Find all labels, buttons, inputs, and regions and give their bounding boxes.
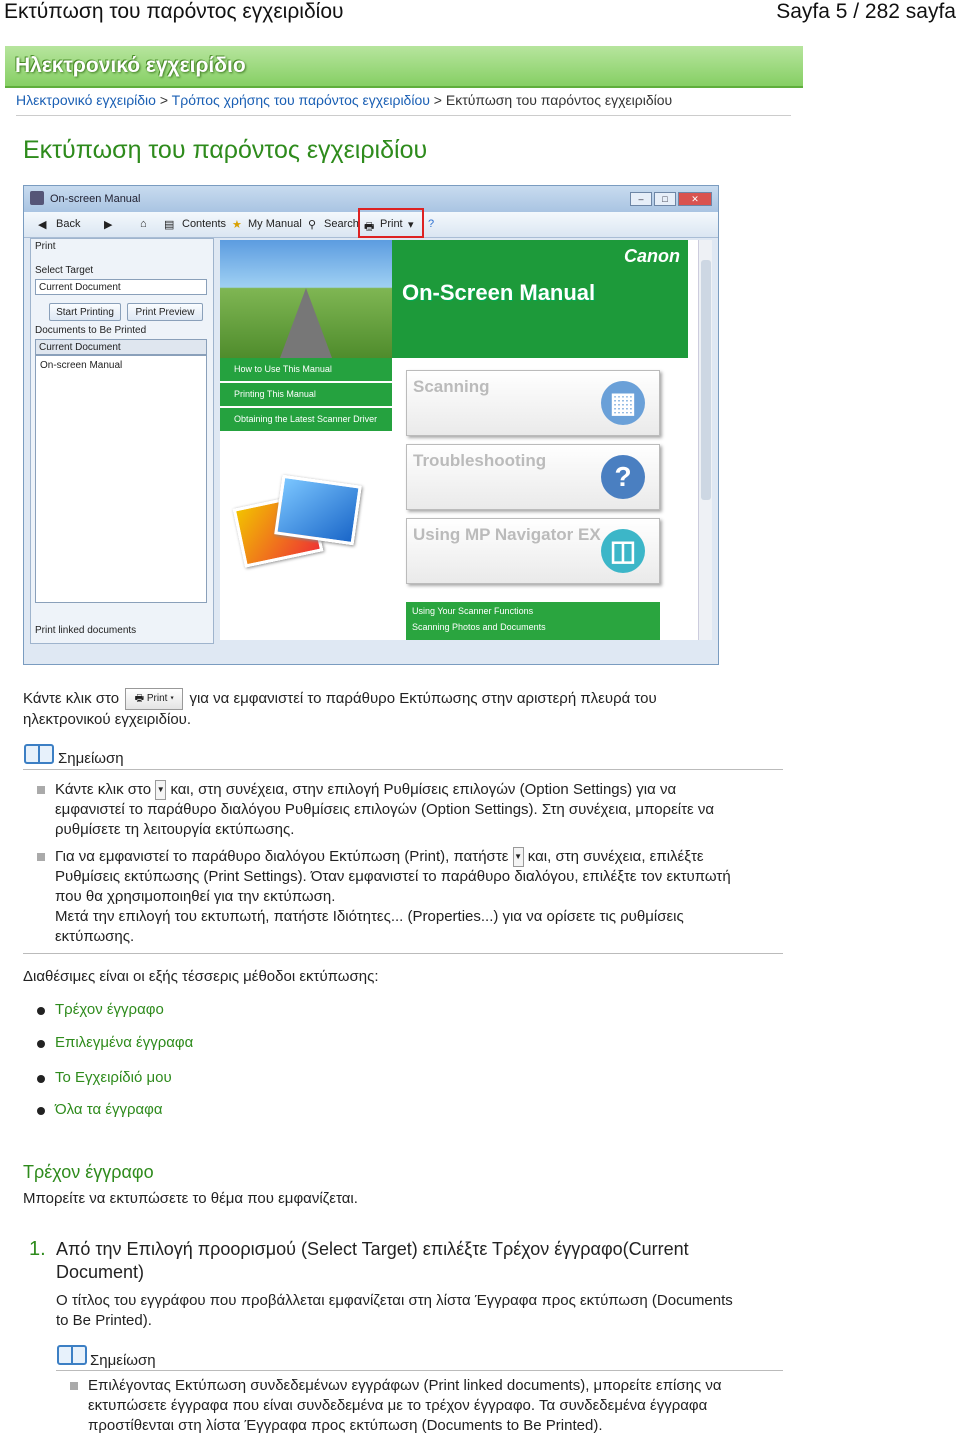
back-arrow-icon: ◀ xyxy=(38,219,47,231)
window-title: On-screen Manual xyxy=(50,193,141,205)
documents-list-header: Current Document xyxy=(35,339,207,355)
note-bullet xyxy=(70,1382,78,1390)
print-linked-checkbox: Print linked documents xyxy=(35,625,137,636)
link-current-document[interactable]: Τρέχον έγγραφο xyxy=(55,1001,164,1018)
dropdown-arrow-icon: ▾ xyxy=(408,219,414,231)
list-bullet xyxy=(37,1107,45,1115)
scanner-functions-item: Scanning Photos and Documents xyxy=(412,622,546,632)
home-icon: ⌂ xyxy=(140,218,147,230)
photo-print xyxy=(274,475,362,546)
scanner-icon: ▦ xyxy=(601,381,645,425)
document-title: Εκτύπωση του παρόντος εγχειριδίου xyxy=(4,0,344,23)
hero-banner xyxy=(392,240,688,358)
note-text: και, στη συνέχεια, επιλέξτε xyxy=(527,848,704,865)
minimize-icon: – xyxy=(630,192,652,206)
toolbar-contents: Contents xyxy=(182,218,227,230)
link-my-manual[interactable]: Το Εγχειρίδιό μου xyxy=(55,1069,172,1086)
inline-print-label: Print xyxy=(146,693,168,704)
toolbar-print: Print xyxy=(380,218,403,230)
help-icon: ? xyxy=(428,218,435,230)
printer-icon: 🖶 xyxy=(364,221,375,233)
note-text: Επιλέγοντας Εκτύπωση συνδεδεμένων εγγράφων (Print linked documents), μπορείτε επίσης να xyxy=(88,1377,722,1394)
intro-text-middle: για να εμφανιστεί το παράθυρο Εκτύπωσης στην αριστερή πλευρά του xyxy=(189,689,657,707)
card-title: Using MP Navigator EX xyxy=(413,525,601,544)
note-text: ρυθμίσετε τη λειτουργία εκτύπωσης. xyxy=(55,821,295,839)
inline-print-button: 🖶 Print ▾ xyxy=(125,688,183,710)
forward-arrow-icon: ▶ xyxy=(104,219,113,231)
breadcrumb-current: Εκτύπωση του παρόντος εγχειριδίου xyxy=(445,92,673,108)
breadcrumb-separator: > xyxy=(433,92,442,108)
scrollbar-thumb xyxy=(701,260,711,500)
manual-window-screenshot xyxy=(23,185,719,665)
step-text: to Be Printed). xyxy=(56,1312,152,1329)
page-title: Εκτύπωση του παρόντος εγχειριδίου xyxy=(23,136,428,164)
print-side-panel xyxy=(30,238,214,644)
note-text: Ρυθμίσεις εκτύπωσης (Print Settings). Όταν εμφανιστεί το παράθυρο διαλόγου, επιλέξτε τον εκτυπωτή xyxy=(55,868,731,886)
note-book-icon xyxy=(24,744,54,764)
toolbar-search: Search xyxy=(324,218,359,230)
manual-home-page xyxy=(220,240,700,640)
list-bullet xyxy=(37,1040,45,1048)
toolbar-my-manual: My Manual xyxy=(248,218,302,230)
list-bullet xyxy=(37,1007,45,1015)
note-bullet xyxy=(37,853,45,861)
dropdown-arrow-icon: ▼ xyxy=(513,847,524,867)
step-title: Από την Επιλογή προορισμού (Select Target) επιλέξτε Τρέχον έγγραφο(Current Document) xyxy=(56,1239,689,1282)
app-icon xyxy=(30,191,44,205)
select-target-dropdown: Current Document xyxy=(35,279,207,295)
star-icon: ★ xyxy=(232,219,242,231)
documents-label: Documents to Be Printed xyxy=(35,325,147,336)
banner-title: Ηλεκτρονικό εγχειρίδιο xyxy=(15,54,246,77)
note-divider xyxy=(56,1370,783,1371)
note-text: που θα χρησιμοποιηθεί για την εκτύπωση. xyxy=(55,888,336,906)
note-text: προστίθενται στη λίστα Έγγραφα προς εκτύπωση (Documents to Be Printed). xyxy=(88,1417,603,1434)
breadcrumb-link-howto[interactable]: Τρόπος χρήσης του παρόντος εγχειριδίου xyxy=(171,92,430,108)
documents-list xyxy=(35,355,207,603)
photo-stack xyxy=(238,470,368,570)
card-title: Scanning xyxy=(413,377,490,396)
note-text: Μετά την επιλογή του εκτυπωτή, πατήστε Ιδιότητες... (Properties...) για να ορίσετε τις ρυθμίσεις xyxy=(55,908,684,926)
card-scanning xyxy=(406,370,660,436)
note-text: Κάντε κλικ στο xyxy=(55,781,152,798)
search-icon: ⚲ xyxy=(308,219,317,231)
card-title: Troubleshooting xyxy=(413,451,547,470)
breadcrumb xyxy=(16,92,791,116)
card-mp-navigator xyxy=(406,518,660,584)
print-panel-title: Print xyxy=(35,241,56,252)
note-bullet xyxy=(37,786,45,794)
select-target-label: Select Target xyxy=(35,265,94,276)
dropdown-arrow-icon: ▼ xyxy=(155,780,166,800)
note-item-print-settings xyxy=(55,847,785,947)
section-description: Μπορείτε να εκτυπώσετε το θέμα που εμφανίζεται. xyxy=(23,1190,358,1207)
note-text: εκτύπωσης. xyxy=(55,928,135,946)
note-text: και, στη συνέχεια, στην επιλογή Ρυθμίσεις επιλογών (Option Settings) για να xyxy=(170,781,677,798)
link-selected-documents[interactable]: Επιλεγμένα έγγραφα xyxy=(55,1034,194,1051)
menu-how-to-use: How to Use This Manual xyxy=(220,358,392,382)
toolbar-back: Back xyxy=(56,218,81,230)
card-troubleshooting xyxy=(406,444,660,510)
menu-printing-manual: Printing This Manual xyxy=(220,383,392,407)
step-text: Ο τίτλος του εγγράφου που προβάλλεται εμφανίζεται στη λίστα Έγγραφα προς εκτύπωση (Documents xyxy=(56,1292,733,1309)
printer-icon: 🖶 xyxy=(134,693,145,704)
start-printing-button: Start Printing xyxy=(49,303,121,321)
note-heading: Σημείωση xyxy=(58,750,124,767)
question-icon: ? xyxy=(601,455,645,499)
step-description xyxy=(56,1291,786,1331)
section-title: Τρέχον έγγραφο xyxy=(23,1162,154,1182)
document-list-item: On-screen Manual xyxy=(40,360,123,371)
note-book-icon xyxy=(57,1345,87,1365)
scan-device-icon: ◫ xyxy=(601,529,645,573)
note-divider xyxy=(23,953,783,954)
note-item-option-settings xyxy=(55,780,785,840)
intro-text-end: ηλεκτρονικού εγχειριδίου. xyxy=(23,711,192,728)
note-text: Για να εμφανιστεί το παράθυρο διαλόγου Εκτύπωση (Print), πατήστε xyxy=(55,848,509,865)
scanner-functions-title: Using Your Scanner Functions xyxy=(412,606,534,616)
intro-text-start: Κάντε κλικ στο xyxy=(23,689,120,707)
page-indicator: Sayfa 5 / 282 sayfa xyxy=(776,0,956,23)
note-text: εκτυπώσετε έγγραφα που είναι συνδεδεμένα με το τρέχον έγγραφο. Τα συνδεδεμένα έγγραφα xyxy=(88,1397,708,1414)
print-preview-button: Print Preview xyxy=(127,303,203,321)
contents-icon: ▤ xyxy=(164,219,175,231)
road-photo xyxy=(220,240,392,358)
scanner-functions-bar xyxy=(406,602,660,640)
canon-logo: Canon xyxy=(624,246,680,266)
hero-title: On-Screen Manual xyxy=(402,280,596,305)
methods-intro: Διαθέσιμες είναι οι εξής τέσσερις μέθοδοι εκτύπωσης: xyxy=(23,968,379,985)
note-text: εμφανιστεί το παράθυρο διαλόγου Ρυθμίσεις επιλογών (Option Settings). Στη συνέχεια, μπορείτε να xyxy=(55,801,715,819)
intro-paragraph xyxy=(23,688,783,730)
link-all-documents[interactable]: Όλα τα έγγραφα xyxy=(55,1101,163,1118)
note-divider xyxy=(23,769,783,770)
list-bullet xyxy=(37,1075,45,1083)
note-heading: Σημείωση xyxy=(90,1352,156,1369)
manual-banner xyxy=(5,46,803,88)
menu-scanner-driver: Obtaining the Latest Scanner Driver xyxy=(220,408,392,432)
breadcrumb-separator: > xyxy=(159,92,169,108)
close-icon: ✕ xyxy=(678,192,712,206)
print-button-highlight xyxy=(358,208,424,238)
window-controls xyxy=(628,192,712,206)
step-number: 1. xyxy=(29,1238,46,1260)
vertical-scrollbar xyxy=(698,240,712,640)
maximize-icon: □ xyxy=(654,192,676,206)
note-item-linked-documents xyxy=(88,1376,788,1436)
breadcrumb-link-manual[interactable]: Ηλεκτρονικό εγχειρίδιο xyxy=(16,92,156,108)
